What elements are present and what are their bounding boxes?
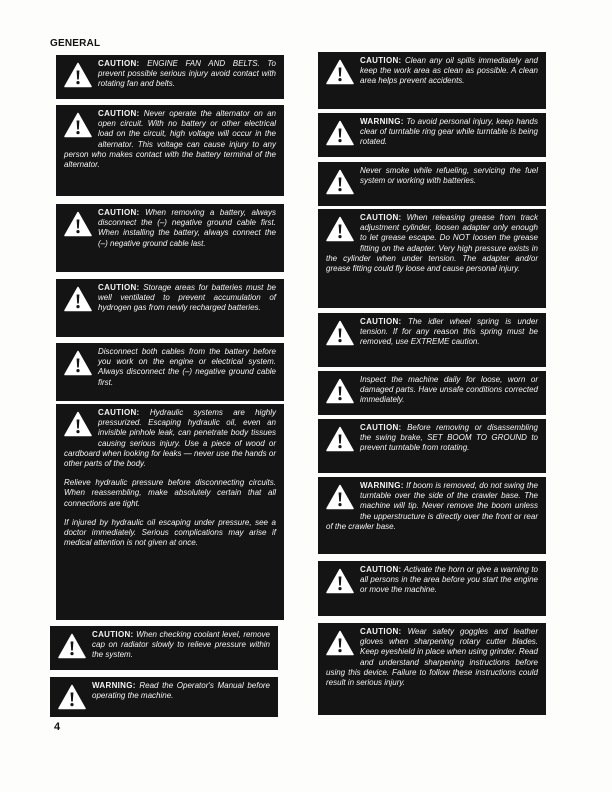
warning-triangle-icon (64, 211, 92, 237)
warning-triangle-icon (64, 286, 92, 312)
notice-paragraph-relieve-pressure: Relieve hydraulic pressure before disconnecting circuits. When reassembling, make absolutely certain that all connections are tight. (64, 478, 276, 508)
notice-text: Read the Operator's Manual before operating the machine. (92, 681, 270, 701)
caution-battery-storage: CAUTION: Storage areas for batteries must be well ventilated to prevent accumulation of hydrogen gas from newly recharged batteries. (56, 279, 284, 337)
caution-grease-release: CAUTION: When releasing grease from track adjustment cylinder, loosen adapter only enough to let grease escape. Do NOT loosen the grease fitting on the adapter. Very high pressure exists in the cylinder when under tension. The adapter and/or grease fitting could fly loose and cause personal injury. (318, 209, 546, 308)
warning-triangle-icon (326, 630, 354, 656)
notice-no-smoking (318, 162, 546, 206)
notice-text: Hydraulic systems are highly pressurized. Escaping hydraulic oil, even an invisible pinhole leak, can penetrate body tissues causing serious injury. Use a piece of wood or cardboard when looking for leaks — never use the hands or other parts of the body. (64, 408, 276, 469)
notice-text: Never operate the alternator on an open circuit. With no battery or other electrical load on the circuit, high voltage will occur in the alternator. This voltage can cause injury to any person who makes contact with the battery terminal of the alternator. (64, 109, 276, 170)
notice-disconnect-battery (56, 343, 284, 401)
caution-swing-brake: CAUTION: Before removing or disassembling the swing brake, SET BOOM TO GROUND to prevent turntable from rotating. (318, 419, 546, 473)
notice-paragraph-injury: If injured by hydraulic oil escaping under pressure, see a doctor immediately. Serious complications may arise if medical attention is not given at once. (64, 517, 276, 548)
notice-text: Storage areas for batteries must be well ventilated to prevent accumulation of hydrogen gas from newly recharged batteries. (98, 283, 276, 313)
caution-idler-spring: CAUTION: The idler wheel spring is under tension. If for any reason this spring must be removed, use EXTREME caution. (318, 313, 546, 367)
caution-alternator: CAUTION: Never operate the alternator on an open circuit. With no battery or other electrical load on the circuit, high voltage will occur in the alternator. This voltage can cause injury to any person who makes contact with the battery terminal of the alternator. (56, 105, 284, 196)
warning-triangle-icon (326, 320, 354, 346)
notice-text: When removing a battery, always disconnect the (–) negative ground cable first. When installing the battery, always connect the (–) negative ground cable last. (98, 208, 276, 248)
notice-text: If boom is removed, do not swing the turntable over the side of the crawler base. The machine will tip. Never remove the boom unless the upperstructure is directly over the front or rear of the crawler base. (326, 481, 538, 531)
caution-oil-spills: CAUTION: Clean any oil spills immediately and keep the work area as clean as possible. A clean area helps prevent accidents. (318, 52, 546, 109)
notice-text: Clean any oil spills immediately and keep the work area as clean as possible. A clean area helps prevent accidents. (360, 56, 538, 86)
caution-safety-goggles: CAUTION: Wear safety goggles and leather gloves when sharpening rotary cutter blades. Keep eyeshield in place when using grinder. Read and understand sharpening instructions before using this device. Failure to follow these instructions could result in serious injury. (318, 623, 546, 715)
notice-text: Before removing or disassembling the swing brake, SET BOOM TO GROUND to prevent turntable from rotating. (360, 423, 538, 453)
notice-text: Activate the horn or give a warning to all persons in the area before you start the engine or move the machine. (360, 565, 538, 595)
warning-triangle-icon (326, 59, 354, 85)
caution-engine-fan: CAUTION: ENGINE FAN AND BELTS. To prevent possible serious injury avoid contact with rotating fan and belts. (56, 55, 284, 99)
warning-triangle-icon (326, 169, 354, 195)
warning-triangle-icon (326, 120, 354, 146)
warning-operators-manual: WARNING: Read the Operator's Manual before operating the machine. (50, 677, 278, 717)
notice-text: When checking coolant level, remove cap on radiator slowly to relieve pressure within the system. (92, 630, 270, 660)
caution-activate-horn: CAUTION: Activate the horn or give a warning to all persons in the area before you start the engine or move the machine. (318, 561, 546, 616)
caution-hydraulic: CAUTION: Hydraulic systems are highly pressurized. Escaping hydraulic oil, even an invisible pinhole leak, can penetrate body tissues causing serious injury. Use a piece of wood or cardboard when looking for leaks — never use the hands or other parts of the body. Relieve hydraulic pressure before disconnecting circuits. When reassembling, make absolutely certain that all connections are tight. If injured by hydraulic oil escaping under pressure, see a doctor immediately. Serious complications may arise if medical attention is not given at once. (56, 404, 284, 620)
warning-triangle-icon (326, 426, 354, 452)
notice-text: Never smoke while refueling, servicing the fuel system or working with batteries. (360, 166, 538, 186)
warning-triangle-icon (326, 484, 354, 510)
notice-text: When releasing grease from track adjustment cylinder, loosen adapter only enough to let grease escape. Do NOT loosen the grease fitting on the adapter. Very high pressure exists in the cylinder when under tension. The adapter and/or grease fitting could fly loose and cause personal injury. (326, 213, 538, 274)
caution-battery-removal: CAUTION: When removing a battery, always disconnect the (–) negative ground cable first. When installing the battery, always connect the (–) negative ground cable last. (56, 204, 284, 272)
warning-triangle-icon (58, 633, 86, 659)
notice-text: The idler wheel spring is under tension. If for any reason this spring must be removed, use EXTREME caution. (360, 317, 538, 347)
notice-daily-inspection (318, 371, 546, 415)
notice-text: Wear safety goggles and leather gloves when sharpening rotary cutter blades. Keep eyeshield in place when using grinder. Read and understand sharpening instructions before using this device. Failure to follow these instructions could result in serious injury. (326, 627, 538, 688)
warning-triangle-icon (64, 112, 92, 138)
page-number: 4 (54, 721, 61, 733)
warning-triangle-icon (326, 568, 354, 594)
warning-triangle-icon (326, 378, 354, 404)
warning-triangle-icon (64, 350, 92, 376)
warning-triangle-icon (64, 411, 92, 437)
warning-triangle-icon (326, 216, 354, 242)
warning-boom-removed: WARNING: If boom is removed, do not swing the turntable over the side of the crawler base. The machine will tip. Never remove the boom unless the upperstructure is directly over the front or rear of the crawler base. (318, 477, 546, 554)
caution-coolant: CAUTION: When checking coolant level, remove cap on radiator slowly to relieve pressure within the system. (50, 626, 278, 670)
notice-text: Inspect the machine daily for loose, worn or damaged parts. Have unsafe conditions corrected immediately. (360, 375, 538, 405)
warning-triangle-icon (58, 684, 86, 710)
warning-triangle-icon (64, 62, 92, 88)
notice-text: Disconnect both cables from the battery before you work on the engine or electrical system. Always disconnect the (–) negative ground cable first. (98, 347, 276, 387)
notice-text: ENGINE FAN AND BELTS. To prevent possible serious injury avoid contact with rotating fan and belts. (98, 59, 276, 89)
warning-turntable-ring-gear: WARNING: To avoid personal injury, keep hands clear of turntable ring gear while turntable is being rotated. (318, 113, 546, 157)
section-title: GENERAL (50, 38, 101, 49)
notice-text: To avoid personal injury, keep hands clear of turntable ring gear while turntable is being rotated. (360, 117, 538, 147)
